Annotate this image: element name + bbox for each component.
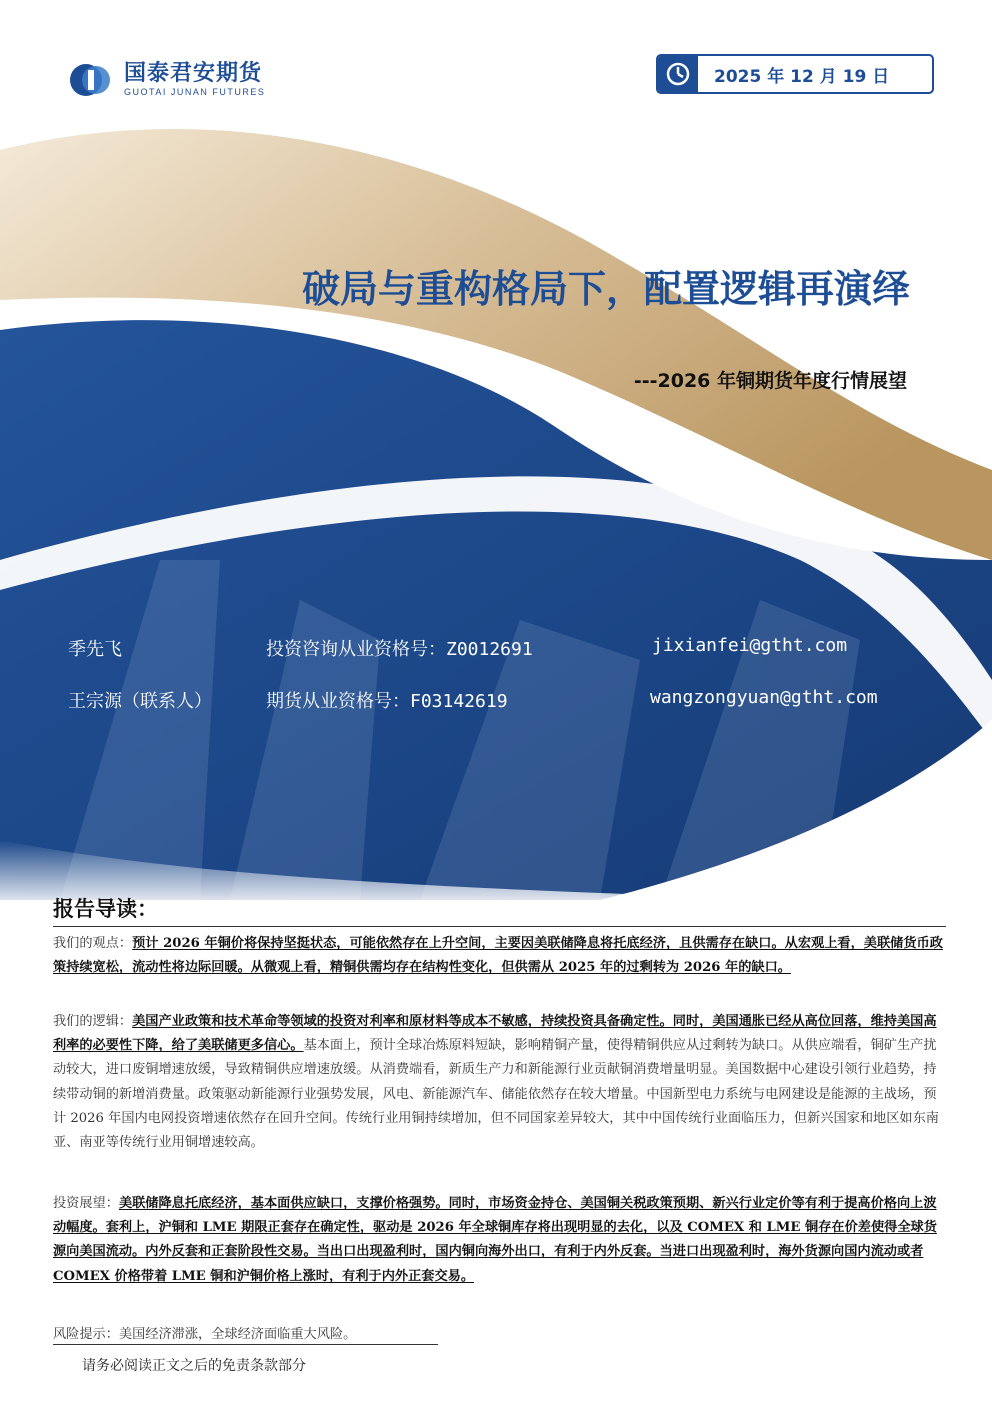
- logo-name-cn: 国泰君安期货: [124, 61, 263, 86]
- divider: [53, 926, 946, 927]
- clock-icon: [658, 56, 698, 92]
- author-license: 期货从业资格号：F03142619: [266, 691, 508, 712]
- risk-paragraph: [53, 1323, 356, 1342]
- author-license: 投资咨询从业资格号：Z0012691: [266, 639, 533, 660]
- intro-heading: 报告导读：: [53, 897, 158, 921]
- logic-paragraph: [53, 1010, 946, 1155]
- risk-text: 美国经济滞涨，全球经济面临重大风险。: [118, 1327, 357, 1342]
- report-subtitle: ---2026 年铜期货年度行情展望: [633, 370, 907, 392]
- divider: [53, 1344, 438, 1345]
- author-name: 季先飞: [68, 639, 122, 660]
- logic-label: 我们的逻辑：: [53, 1014, 133, 1029]
- report-title: 破局与重构格局下，配置逻辑再演绎: [301, 267, 910, 311]
- report-date: 2025 年 12 月 19 日: [714, 67, 890, 87]
- disclaimer-notice: 请务必阅读正文之后的免责条款部分: [82, 1358, 306, 1374]
- outlook-paragraph: [53, 1192, 946, 1289]
- author-name: 王宗源（联系人）: [68, 691, 212, 712]
- company-logo: [68, 62, 265, 98]
- view-text: 预计 2026 年铜价将保持坚挺状态，可能依然存在上升空间，主要因美联储降息将托底经济，且供需存在缺口。从宏观上看，美联储货币政策持续宽松，流动性将边际回暖。从微观上看，精铜供需均存在结构性变化，但供需从 2025 年的过剩转为 2026 年的缺口。: [53, 936, 943, 976]
- logic-bold-text: 美国产业政策和技术革命等领域的投资对利率和原材料等成本不敏感，持续投资具备确定性。同时，美国通胀已经从高位回落，维持美国高利率的必要性下降，给了美联储更多信心。: [53, 1014, 937, 1054]
- risk-label: 风险提示：: [53, 1327, 119, 1342]
- view-label: 我们的观点：: [53, 936, 133, 951]
- author-email[interactable]: wangzongyuan@gtht.com: [650, 687, 878, 708]
- outlook-label: 投资展望：: [53, 1196, 119, 1211]
- report-date-box: [656, 54, 934, 94]
- view-paragraph: [53, 932, 946, 980]
- outlook-text: 美联储降息托底经济，基本面供应缺口，支撑价格强势。同时，市场资金持仓、美国铜关税政策预期、新兴行业定价等有利于提高价格向上波动幅度。套利上，沪铜和 LME 期限正套存在确定性，驱动是 2026 年全球铜库存将出现明显的去化，以及 COMEX 和 LME 铜存在价差使得全球货源向美国流动。内外反套和正套阶段性交易。当出口出现盈利时，国内铜向海外出口，有利于内外反套。当进口出现盈利时，海外货源向国内流动或者 COMEX 价格带着 LME 铜和沪铜价格上涨时，有利于内外正套交易。: [53, 1196, 937, 1284]
- logic-text: 基本面上，预计全球冶炼原料短缺，影响精铜产量，使得精铜供应从过剩转为缺口。从供应端看，铜矿生产扰动较大，进口废铜增速放缓，导致精铜供应增速放缓。从消费端看，新质生产力和新能源行业贡献铜消费增量明显。美国数据中心建设引领行业趋势，持续带动铜的新增消费量。政策驱动新能源行业强势发展，风电、新能源汽车、储能依然存在较大增量。中国新型电力系统与电网建设是能源的主战场，预计 2026 年国内电网投资增速依然存在回升空间。传统行业用铜持续增加，但不同国家差异较大，其中中国传统行业面临压力，但新兴国家和地区如东南亚、南亚等传统行业用铜增速较高。: [53, 1038, 939, 1151]
- author-email[interactable]: jixianfei@gtht.com: [652, 635, 848, 656]
- logo-name-en: GUOTAI JUNAN FUTURES: [124, 87, 266, 97]
- logo-mark-icon: [68, 62, 114, 98]
